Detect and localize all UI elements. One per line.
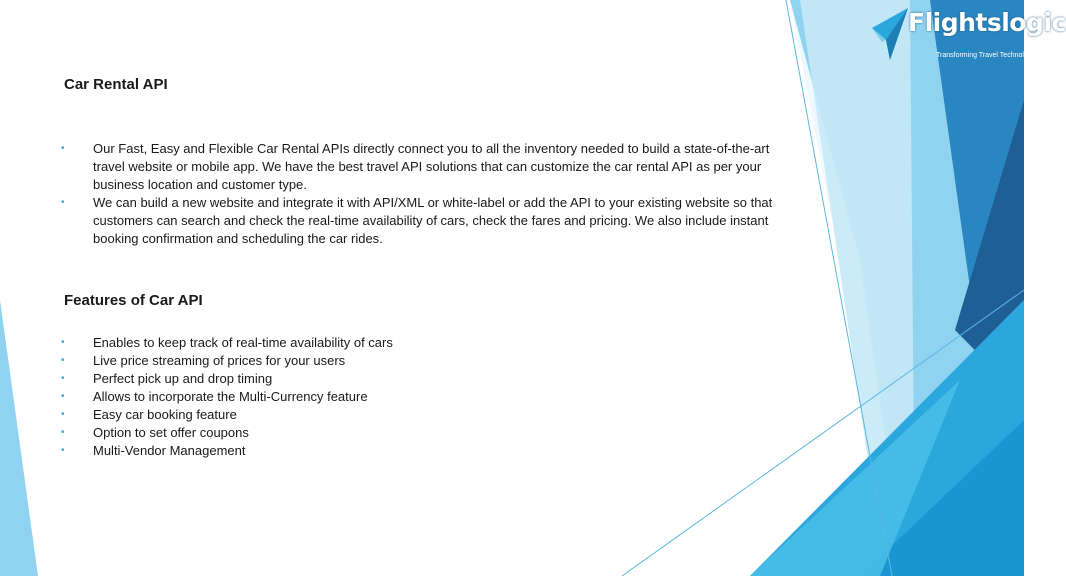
bullet-text: Multi-Vendor Management [93,443,246,458]
logo-tagline: Transforming Travel Technology [936,52,1036,59]
bullet-text: Enables to keep track of real-time availability of cars [93,335,393,350]
bullet-text: Our Fast, Easy and Flexible Car Rental APIs directly connect you to all the inventory needed to build a state-of-the-art travel website or mobile app. We have the best travel API solutions that can customize the car rental API as per your business location and customer type. [93,141,770,192]
section-title-car-rental-api: Car Rental API [64,76,168,93]
list-item [61,370,784,388]
list-item [61,140,784,194]
bullet-text: Option to set offer coupons [93,425,249,440]
bullet-text: Perfect pick up and drop timing [93,371,273,386]
paper-plane-icon [868,6,908,62]
brand-logo [868,4,1066,64]
bullet-icon: • [61,355,65,366]
list-item [61,194,784,248]
list-item [61,406,784,424]
bullet-icon: • [61,409,65,420]
left-accent-shape [0,300,38,576]
bullet-text: Easy car booking feature [93,407,237,422]
bullet-icon: • [61,445,65,456]
list-item [61,388,784,406]
list-item [61,424,784,442]
bullet-icon: • [61,373,65,384]
list-item [61,442,784,460]
list-item [61,334,784,352]
car-rental-bullet-list [61,140,784,248]
logo-wordmark: Flightslogic [908,8,1066,37]
bullet-text: Allows to incorporate the Multi-Currency feature [93,389,368,404]
features-bullet-list [61,334,784,460]
bullet-text: We can build a new website and integrate it with API/XML or white-label or add the API to your existing website so that customers can search and check the real-time availability of cars, check the fares and pricing. We also include instant booking confirmation and scheduling the car rides. [93,195,773,246]
bullet-icon: • [61,197,65,208]
list-item [61,352,784,370]
bullet-text: Live price streaming of prices for your users [93,353,346,368]
bullet-icon: • [61,391,65,402]
bullet-icon: • [61,427,65,438]
bullet-icon: • [61,337,65,348]
bullet-icon: • [61,143,65,154]
section-title-features: Features of Car API [64,292,203,309]
